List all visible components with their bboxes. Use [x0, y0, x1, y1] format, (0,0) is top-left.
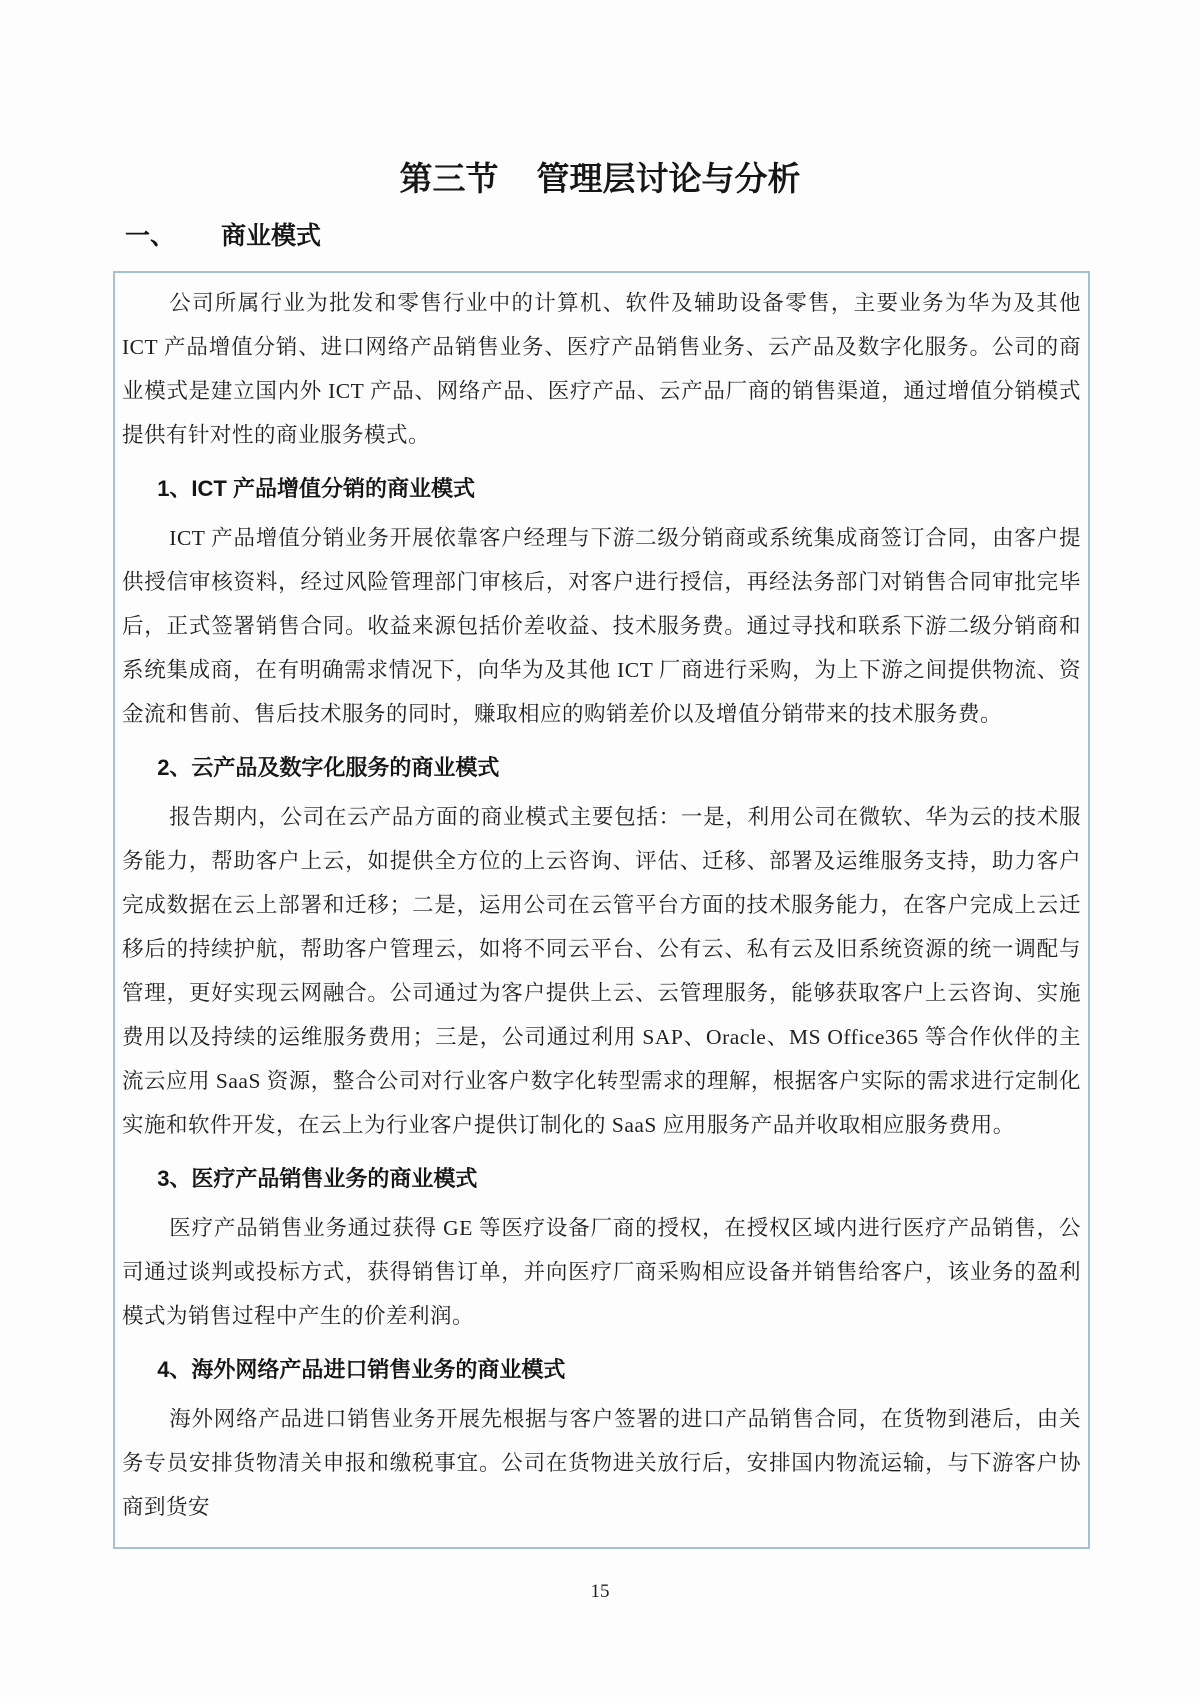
section-heading-label: 商业模式 [221, 222, 322, 251]
page-title-text: 管理层讨论与分析 [536, 160, 801, 197]
section-heading-number: 一、 [125, 222, 176, 251]
paragraph: 医疗产品销售业务通过获得 GE 等医疗设备厂商的授权，在授权区域内进行医疗产品销售，公司通过谈判或投标方式，获得销售订单，并向医疗厂商采购相应设备并销售给客户，该业务的盈利模式为销售过程中产生的价差利润。 [122, 1216, 1081, 1329]
subheading: 2、云产品及数字化服务的商业模式 [157, 755, 500, 781]
section-heading [125, 221, 1090, 251]
subheading: 3、医疗产品销售业务的商业模式 [157, 1166, 478, 1192]
page-title-chapter: 第三节 [399, 160, 499, 197]
subheading: 4、海外网络产品进口销售业务的商业模式 [157, 1357, 566, 1383]
content-box [113, 271, 1090, 1549]
paragraph: 公司所属行业为批发和零售行业中的计算机、软件及辅助设备零售，主要业务为华为及其他 ICT 产品增值分销、进口网络产品销售业务、医疗产品销售业务、云产品及数字化服务。公司的商业模式是建立国内外 ICT 产品、网络产品、医疗产品、云产品厂商的销售渠道，通过增值分销模式提供有针对性的商业服务模式。 [122, 291, 1081, 448]
subheading: 1、ICT 产品增值分销的商业模式 [157, 476, 475, 502]
paragraph: 海外网络产品进口销售业务开展先根据与客户签署的进口产品销售合同，在货物到港后，由关务专员安排货物清关申报和缴税事宜。公司在货物进关放行后，安排国内物流运输，与下游客户协商到货安 [122, 1407, 1081, 1520]
paragraph: ICT 产品增值分销业务开展依靠客户经理与下游二级分销商或系统集成商签订合同，由客户提供授信审核资料，经过风险管理部门审核后，对客户进行授信，再经法务部门对销售合同审批完毕后，正式签署销售合同。收益来源包括价差收益、技术服务费。通过寻找和联系下游二级分销商和系统集成商，在有明确需求情况下，向华为及其他 ICT 厂商进行采购，为上下游之间提供物流、资金流和售前、售后技术服务的同时，赚取相应的购销差价以及增值分销带来的技术服务费。 [122, 526, 1081, 727]
paragraph: 报告期内，公司在云产品方面的商业模式主要包括：一是，利用公司在微软、华为云的技术服务能力，帮助客户上云，如提供全方位的上云咨询、评估、迁移、部署及运维服务支持，助力客户完成数据在云上部署和迁移；二是，运用公司在云管平台方面的技术服务能力，在客户完成上云迁移后的持续护航，帮助客户管理云，如将不同云平台、公有云、私有云及旧系统资源的统一调配与管理，更好实现云网融合。公司通过为客户提供上云、云管理服务，能够获取客户上云咨询、实施费用以及持续的运维服务费用；三是，公司通过利用 SAP、Oracle、MS Office365 等合作伙伴的主流云应用 SaaS 资源，整合公司对行业客户数字化转型需求的理解，根据客户实际的需求进行定制化实施和软件开发，在云上为行业客户提供订制化的 SaaS 应用服务产品并收取相应服务费用。 [122, 805, 1081, 1138]
page-title [0, 0, 1200, 199]
page-number: 15 [590, 1581, 610, 1603]
